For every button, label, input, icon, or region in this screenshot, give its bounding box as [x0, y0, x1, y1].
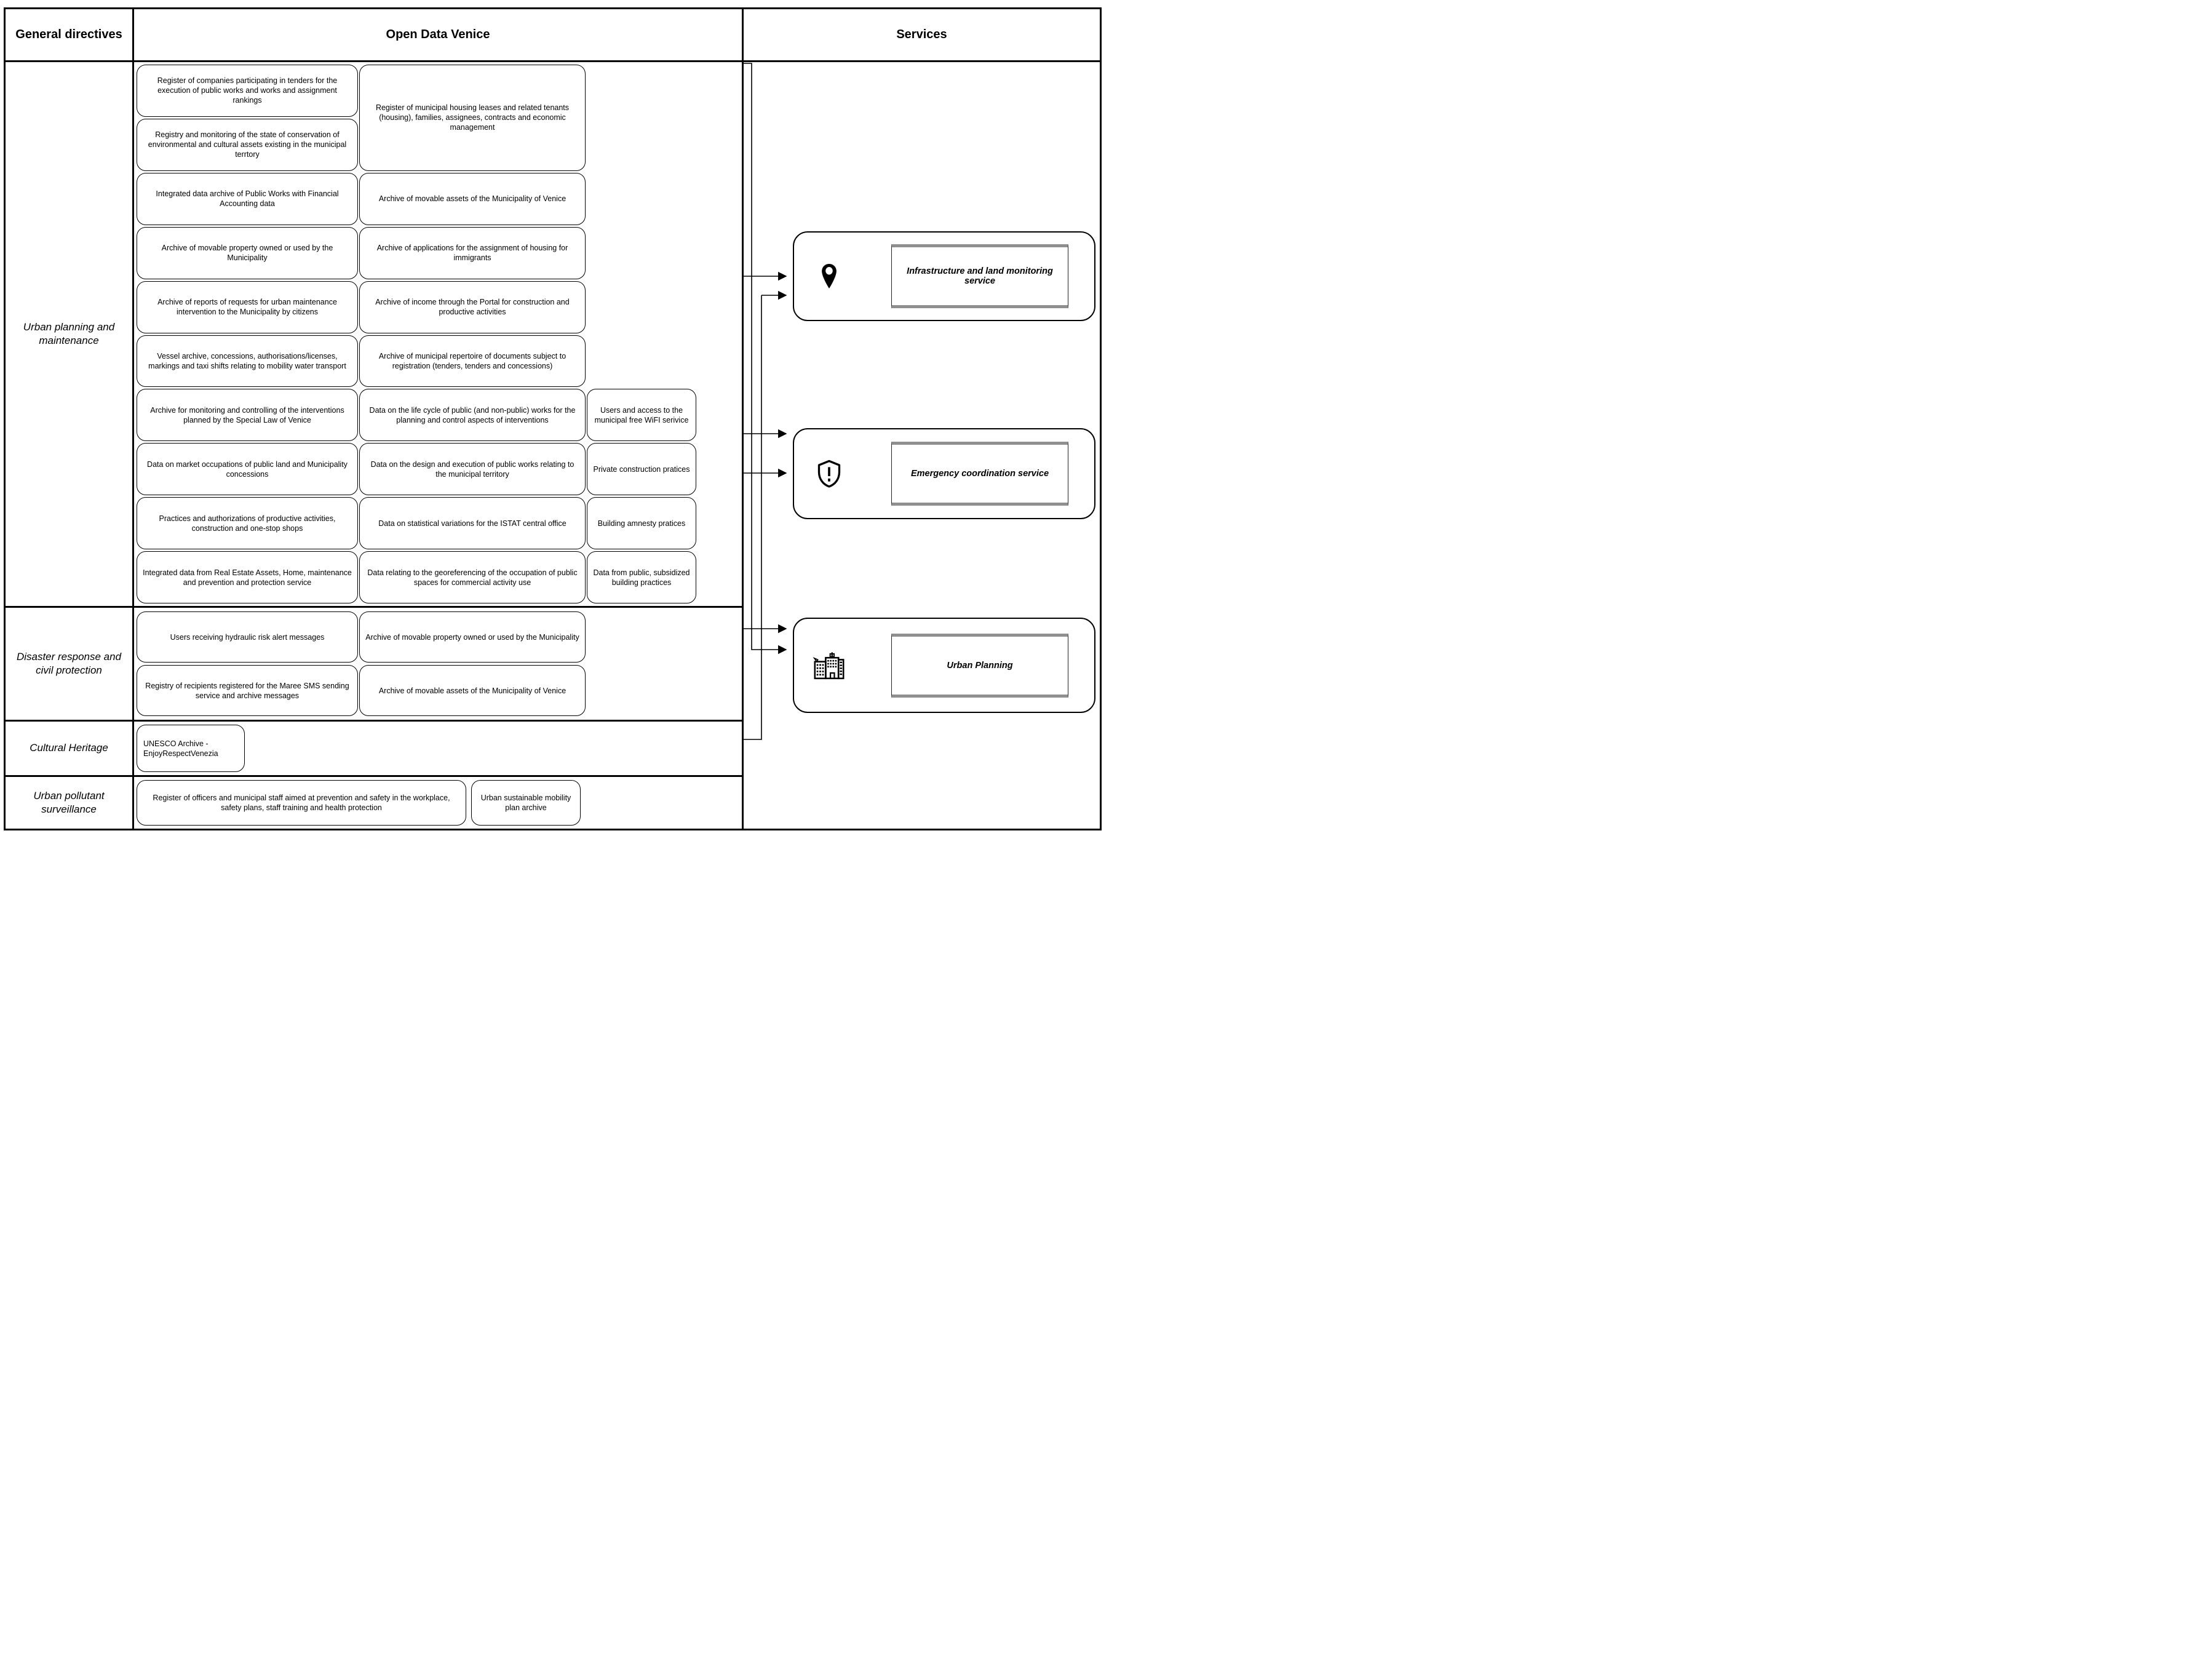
data-box: Users and access to the municipal free WiFI serivice — [587, 389, 696, 441]
data-box: Practices and authorizations of productive activities, construction and one-stop shops — [137, 497, 358, 549]
service-card-emergency — [793, 428, 1095, 519]
diagram-page — [0, 0, 1105, 840]
service-label: Urban Planning — [891, 634, 1068, 698]
data-box: Archive of movable property owned or used by the Municipality — [359, 611, 586, 663]
service-card-urban-planning — [793, 618, 1095, 713]
data-box: Data relating to the georeferencing of the occupation of public spaces for commercial activity use — [359, 551, 586, 603]
header-services: Services — [744, 9, 1100, 62]
data-box: Integrated data archive of Public Works with Financial Accounting data — [137, 173, 358, 225]
directive-urban-pollutant: Urban pollutant surveillance — [33, 789, 105, 815]
column-general-directives — [6, 9, 134, 829]
header-open-data-venice: Open Data Venice — [134, 9, 742, 62]
service-card-infrastructure — [793, 231, 1095, 321]
data-box: Register of officers and municipal staff aimed at prevention and safety in the workplace, safety plans, staff training and health protection — [137, 780, 466, 826]
shield-exclamation-icon — [810, 455, 848, 492]
data-box: Archive of municipal repertoire of documents subject to registration (tenders, tenders and concessions) — [359, 335, 586, 388]
data-box: Register of municipal housing leases and related tenants (housing), families, assignees, contracts and economic management — [359, 65, 586, 171]
data-box: Archive of applications for the assignment of housing for immigrants — [359, 227, 586, 279]
directive-disaster-response: Disaster response and civil protection — [6, 608, 132, 722]
datasets-urban-planning — [134, 62, 742, 608]
services-body — [744, 62, 1100, 829]
datasets-disaster-response — [134, 608, 742, 722]
header-general-directives: General directives — [6, 9, 132, 62]
data-box: Urban sustainable mobility plan archive — [471, 780, 581, 826]
data-box: Integrated data from Real Estate Assets, Home, maintenance and prevention and protection service — [137, 551, 358, 603]
data-box: Archive of movable assets of the Municipality of Venice — [359, 173, 586, 225]
data-box: Data on statistical variations for the ISTAT central office — [359, 497, 586, 549]
datasets-urban-pollutant — [134, 777, 742, 829]
data-box: Archive of reports of requests for urban maintenance intervention to the Municipality by citizens — [137, 281, 358, 333]
directive-urban-planning: Urban planning and maintenance — [6, 62, 132, 608]
data-box: Archive for monitoring and controlling of the interventions planned by the Special Law of Venice — [137, 389, 358, 441]
data-box: Register of companies participating in tenders for the execution of public works and works and assignment rankings — [137, 65, 358, 117]
data-box: Data on the life cycle of public (and non-public) works for the planning and control aspects of interventions — [359, 389, 586, 441]
data-box: Users receiving hydraulic risk alert messages — [137, 611, 358, 663]
service-label: Infrastructure and land monitoring service — [891, 244, 1068, 308]
location-pin-icon — [810, 258, 848, 295]
directive-cultural-heritage: Cultural Heritage — [6, 722, 132, 777]
data-box: Archive of income through the Portal for construction and productive activities — [359, 281, 586, 333]
data-box: Data on market occupations of public land and Municipality concessions — [137, 443, 358, 495]
data-box: Archive of movable assets of the Municipality of Venice — [359, 665, 586, 716]
city-buildings-icon — [810, 647, 848, 684]
data-box: Data on the design and execution of public works relating to the municipal territory — [359, 443, 586, 495]
data-box: Registry of recipients registered for the Maree SMS sending service and archive messages — [137, 665, 358, 716]
data-box: Archive of movable property owned or used by the Municipality — [137, 227, 358, 279]
datasets-grid — [134, 608, 742, 720]
data-box: Registry and monitoring of the state of conservation of environmental and cultural assets existing in the municipal terrtory — [137, 119, 358, 171]
column-services — [744, 9, 1100, 829]
datasets-cultural-heritage — [134, 722, 742, 777]
data-box: Private construction pratices — [587, 443, 696, 495]
directives-data-services-table — [4, 7, 1102, 830]
data-box: UNESCO Archive - EnjoyRespectVenezia — [137, 725, 245, 772]
datasets-grid — [134, 62, 742, 606]
data-box: Building amnesty pratices — [587, 497, 696, 549]
column-open-data-venice — [134, 9, 744, 829]
data-box: Data from public, subsidized building practices — [587, 551, 696, 603]
service-label: Emergency coordination service — [891, 442, 1068, 506]
data-box: Vessel archive, concessions, authorisations/licenses, markings and taxi shifts relating to mobility water transport — [137, 335, 358, 388]
